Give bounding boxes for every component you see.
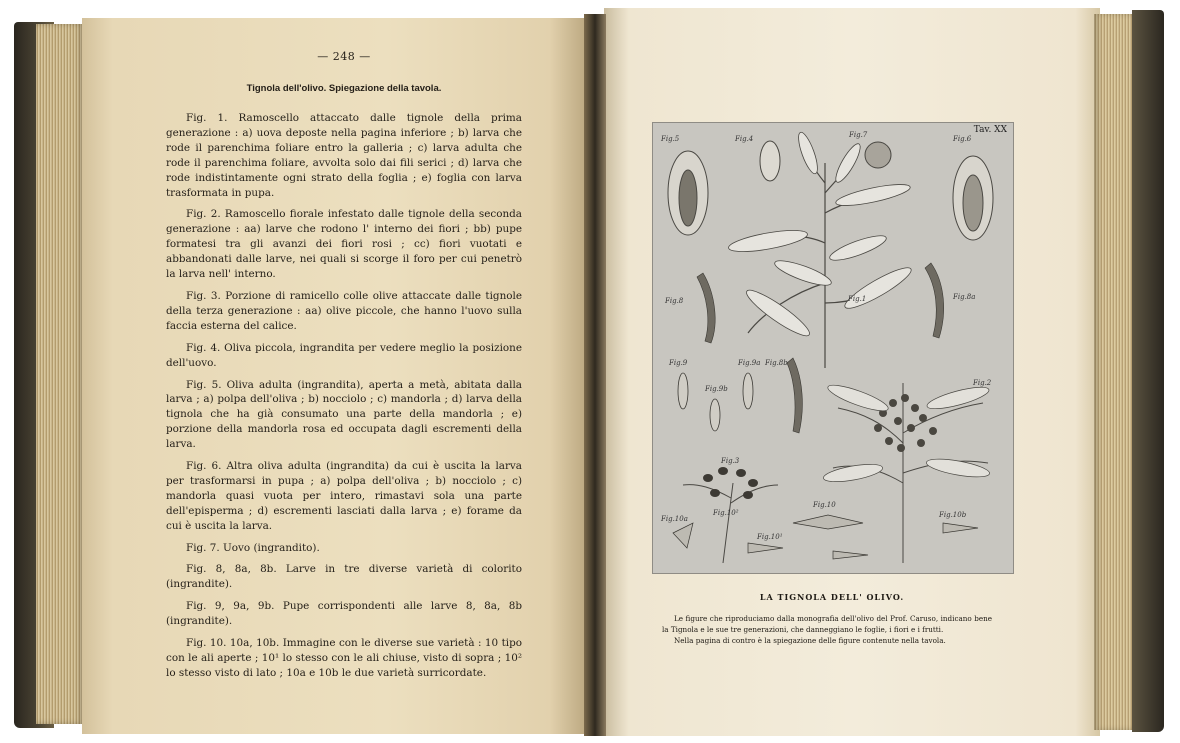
plate-label-fig1: Fig.1 [848,295,867,303]
plate-label-fig9: Fig.9 [669,359,688,367]
fig-4-description: Fig. 4. Oliva piccola, ingrandita per vedere meglio la posizione dell'uovo. [166,341,522,369]
plate-label-fig10-2: Fig.10² [713,509,739,517]
section-title: Tignola dell'olivo. Spiegazione della tavola. [246,83,442,94]
page-edges-left [36,24,84,724]
caption-line-2: Nella pagina di contro è la spiegazione delle figure contenute nella tavola. [674,635,946,645]
fig-8-description: Fig. 8, 8a, 8b. Larve in tre diverse varietà di colorito (ingrandite). [166,563,522,591]
plate-label-fig2: Fig.2 [973,379,992,387]
fig-5-description: Fig. 5. Oliva adulta (ingrandita), aperta a metà, abitata dalla larva ; a) polpa dell'oliva ; b) nocciolo ; c) mandorla ; d) larva della tignola che ha già consumato una parte della mandorla ; e) porzione della mandorla rosa ed occupata dagli escrementi della larva. [166,378,522,451]
page-number: — 248 — [317,50,371,63]
plate-label-fig10a: Fig.10a [661,515,688,523]
moth-drawings [673,515,978,559]
olive-section-drawings [668,151,993,240]
fig-2-description: Fig. 2. Ramoscello fiorale infestato dalle tignole della seconda generazione : aa) larve che rodono l' interno dei fiori ; bb) pupe formatesi tra gli avanzi dei fiori rosi ; cc) fiori vuotati e abbandonati dalle larve, nei quali si scorge il foro per cui penetrò la larva nell' interno. [166,208,522,281]
plate-label-fig7: Fig.7 [849,131,868,139]
plate-label-fig8a: Fig.8a [953,293,976,301]
fig-6-description: Fig. 6. Altra oliva adulta (ingrandita) da cui è uscita la larva per trasformarsi in pupa ; a) polpa dell'oliva ; b) nocciolo ; c) mandorla quasi vuota per intero, rimastavi sola una parte dell'episperma ; d) escrementi lasciati dalla larva ; e) forame da cui è uscita la larva. [166,460,522,532]
small-olives-fig3 [703,467,758,499]
olive-fig4-drawing [760,141,780,181]
pupae-drawings [678,373,753,431]
fig-7-description: Fig. 7. Uovo (ingrandito). [186,541,320,554]
larvae-drawings [697,263,944,433]
left-page-text [166,50,522,688]
plate-label-fig3: Fig.3 [721,457,740,465]
botanical-plate [652,122,1014,574]
olive-branch-drawing [733,138,908,368]
plate-label-fig8b: Fig.8b [765,359,788,367]
fig-10-description: Fig. 10. 10a, 10b. Immagine con le diverse sue varietà : 10 tipo con le ali aperte ; 10¹ lo stesso con le ali chiuse, visto di sopra ; 10² lo stesso visto di lato ; 10a e 10b le due varietà surricordate. [166,637,522,679]
plate-caption-body [662,614,992,646]
plate-label-fig6: Fig.6 [953,135,972,143]
plate-number: Tav. XX [973,125,1007,135]
plate-illustration [653,123,1013,573]
plate-label-fig4: Fig.4 [735,135,754,143]
plate-label-fig10: Fig.10 [813,501,836,509]
fig-9-description: Fig. 9, 9a, 9b. Pupe corrispondenti alle larve 8, 8a, 8b (ingrandite). [166,600,522,628]
plate-label-fig5: Fig.5 [661,135,680,143]
plate-label-fig8: Fig.8 [665,297,684,305]
caption-line-1: Le figure che riproduciamo dalla monografia dell'olivo del Prof. Caruso, indicano bene la Tignola e le sue tre generazioni, che danneggiano le foglie, i fiori e i frutti. [662,614,992,634]
fig-1-description: Fig. 1. Ramoscello attaccato dalle tignole della prima generazione : a) uova deposte nella pagina inferiore ; b) larva che rode il parenchima foliare entro la galleria ; c) larva adulta che rode il parenchima foliare, avvolta solo dai fili serici ; d) larva che rode indistintamente ogni strato della foglia ; e) foglia con larva trasformata in pupa. [166,112,522,199]
egg-fig7-drawing [865,142,891,168]
plate-label-fig9a: Fig.9a [738,359,761,367]
fig-3-description: Fig. 3. Porzione di ramicello colle olive attaccate dalle tignole della terza generazione : aa) olive piccole, che hanno l'uovo sulla faccia esterna del calice. [166,289,522,332]
plate-label-fig10b: Fig.10b [939,511,967,519]
plate-label-fig9b: Fig.9b [705,385,728,393]
plate-label-fig10-1: Fig.10¹ [757,533,783,541]
plate-caption-title: LA TIGNOLA DELL' OLIVO. [759,592,905,602]
book-gutter [584,14,606,736]
book-cover-right [1132,10,1164,732]
